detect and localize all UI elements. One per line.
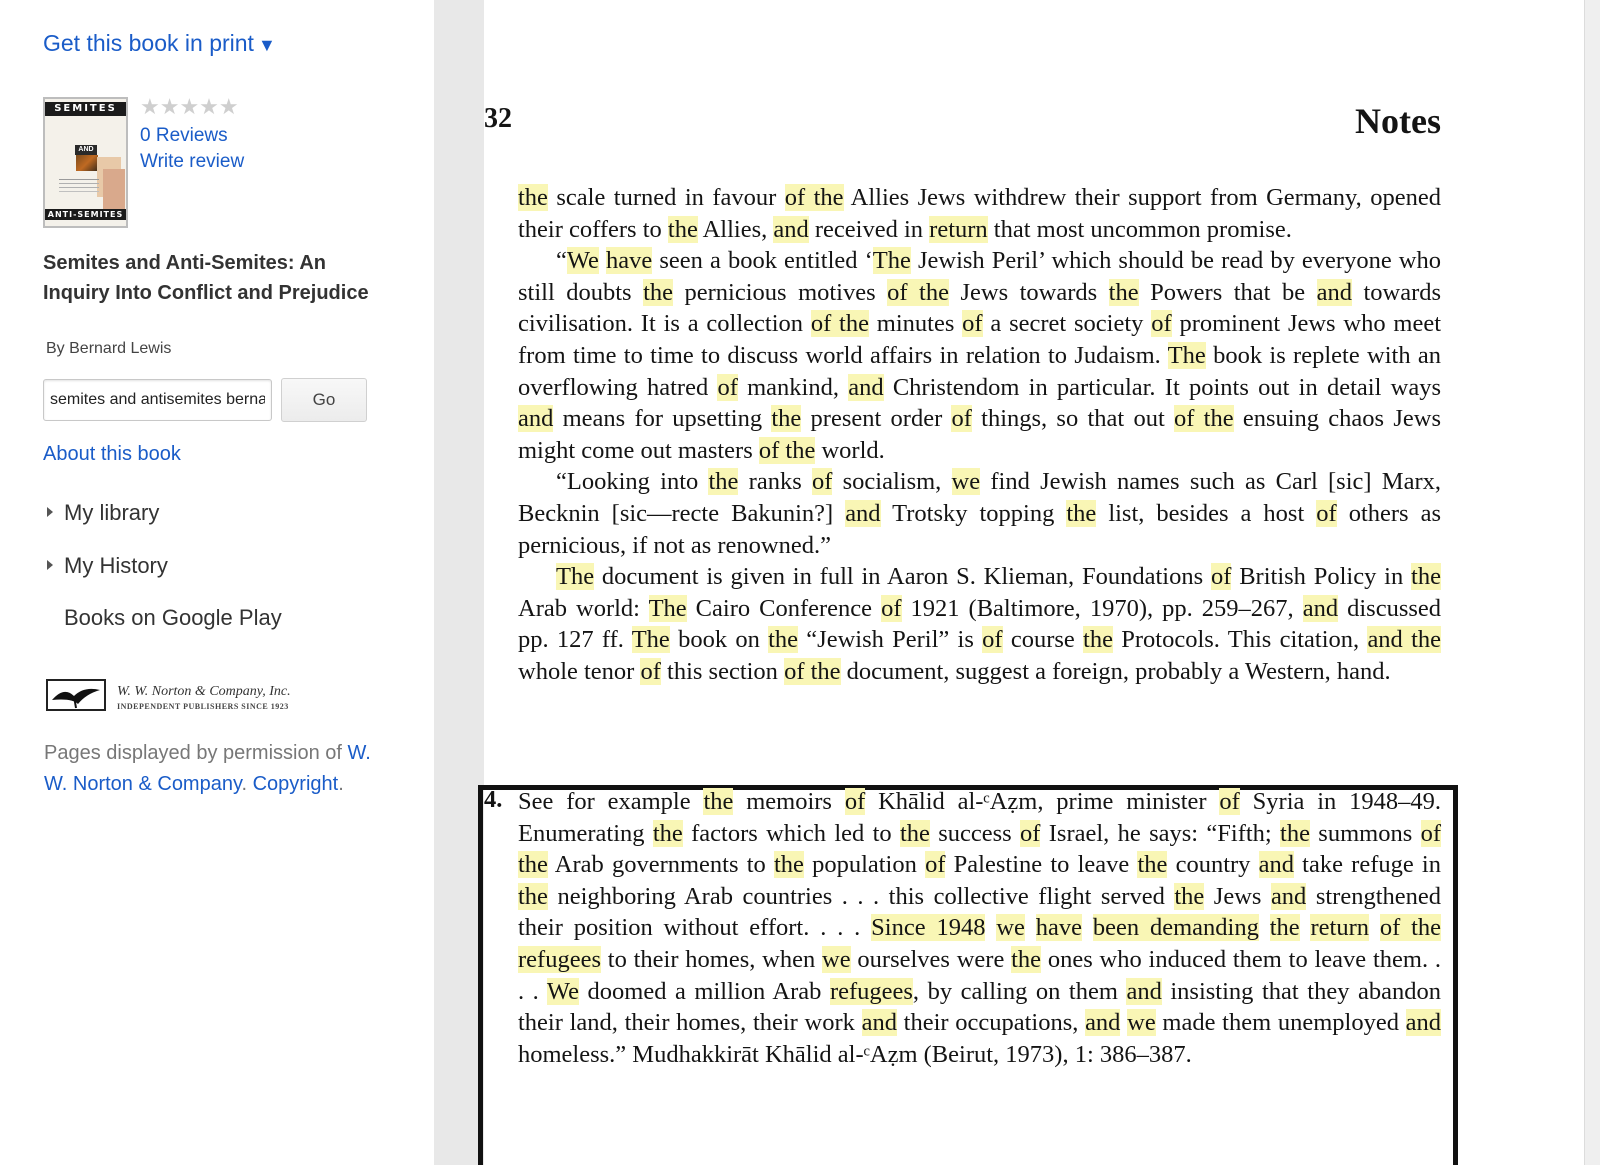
note-paragraph: See for example the memoirs of Khālid al-ᶜAẓm, prime minister of Syria in 1948–49. Enumerating the factors which led to the success of Israel, he says: “Fifth; the summons of the Arab governments to the population of Palestine to leave the country and take refuge in the neighboring Arab countries . . . this collective flight served the Jews and strengthened their position without effort. . . . Since 1948 we have been demanding the return of the refugees to their homes, when we ourselves were the ones who induced them to leave them. . . . We doomed a million Arab refugees, by calling on them and insisting that they abandon their land, their homes, their work and their occupations, and we made them unemployed and homeless.” Mudhakkirāt Khālid al-ᶜAẓm (Beirut, 1973), 1: 386–387.: [518, 788, 1442, 1068]
search-hit-highlight: We: [566, 247, 599, 275]
search-hit-highlight: the: [899, 819, 930, 847]
expand-triangle-icon: [47, 560, 53, 570]
sidebar: [0, 0, 434, 1165]
search-hit-highlight: we: [996, 914, 1025, 942]
search-hit-highlight: The: [1167, 341, 1206, 369]
notes-text-boxed: [518, 786, 1441, 1070]
note-paragraph: “Looking into the ranks of socialism, we find Jewish names such as Carl [sic] Marx, Becknin [sic—recte Bakunin?] and Trotsky topping the list, besides a host of others as pernicious, if not as renowned.”: [518, 468, 1442, 559]
cover-text-lines: [59, 179, 99, 180]
search-hit-highlight: the: [667, 215, 698, 243]
search-hit-highlight: of the: [784, 184, 844, 211]
search-hit-highlight: the: [1269, 914, 1300, 942]
search-hit-highlight: of: [1219, 788, 1240, 815]
book-cover-thumbnail[interactable]: [43, 97, 128, 228]
search-hit-highlight: The: [872, 247, 911, 275]
get-print-label: Get this book in print: [43, 30, 254, 56]
search-hit-highlight: refugees: [829, 977, 913, 1005]
search-hit-highlight: we: [951, 468, 981, 496]
publisher-seagull-logo-icon[interactable]: [46, 678, 106, 718]
note-paragraph: the scale turned in favour of the Allies Jews withdrew their support from Germany, opened their coffers to the Allies, and received in return that most uncommon promise.: [518, 184, 1441, 243]
search-hit-highlight: the: [652, 819, 683, 847]
reviews-link[interactable]: 0 Reviews: [140, 125, 228, 146]
cover-title-top: SEMITES: [45, 102, 126, 116]
search-hit-highlight: been demanding: [1092, 914, 1259, 942]
note-paragraph: The document is given in full in Aaron S. Klieman, Foundations of British Policy in the Arab world: The Cairo Conference of 1921 (Baltimore, 1970), pp. 259–267, and discussed pp. 127 ff. The book on the “Jewish Peril” is of course the Protocols. This citation, and the whole tenor of this section of the document, suggest a foreign, probably a Western, hand.: [518, 563, 1442, 685]
search-hit-highlight: of: [844, 788, 866, 815]
get-book-in-print-link[interactable]: [43, 30, 276, 57]
search-hit-highlight: return: [929, 215, 988, 243]
publisher-name: W. W. Norton & Company, Inc.: [117, 684, 291, 699]
nav-my-library-label: My library: [64, 500, 160, 525]
search-hit-highlight: and: [861, 1009, 897, 1037]
search-hit-highlight: the: [771, 405, 802, 433]
copyright-link[interactable]: Copyright: [252, 773, 339, 795]
search-hit-highlight: the: [1083, 626, 1113, 654]
book-page: [484, 0, 1584, 1165]
search-hit-highlight: The: [648, 594, 687, 622]
search-hit-highlight: of the: [758, 436, 816, 464]
page-heading: Notes: [1355, 101, 1441, 141]
search-hit-highlight: we: [822, 945, 851, 973]
search-hit-highlight: and: [518, 405, 554, 433]
publisher-tagline: INDEPENDENT PUBLISHERS SINCE 1923: [117, 702, 289, 711]
cover-title-bottom: ANTI-SEMITES: [45, 209, 126, 220]
search-hit-highlight: the: [1137, 851, 1168, 879]
search-hit-highlight: of: [1210, 563, 1232, 591]
search-hit-highlight: of the: [518, 819, 1441, 879]
search-hit-highlight: have: [606, 247, 653, 275]
about-this-book-link[interactable]: About this book: [43, 443, 181, 465]
cover-decoration: [103, 169, 125, 209]
note-number: 4.: [484, 786, 503, 813]
permission-suffix: .: [338, 773, 344, 795]
search-hit-highlight: and the: [1367, 626, 1442, 654]
cover-picture: [76, 155, 98, 171]
search-hit-highlight: of the: [784, 657, 841, 685]
search-hit-highlight: The: [556, 563, 595, 591]
note-paragraph: “We have seen a book entitled ‘The Jewish Peril’ which should be read by everyone who still doubts the pernicious motives of the Jews towards the Powers that be and towards civilisation. It is a collection of the minutes of a secret society of prominent Jews who meet from time to time to discuss world affairs in relation to Judaism. The book is replete with an overflowing hatred of mankind, and Christendom in particular. It points out in detail ways and means for upsetting the present order of things, so that out of the ensuing chaos Jews might come out masters of the world.: [518, 247, 1442, 464]
search-in-book-input[interactable]: [43, 379, 272, 421]
search-hit-highlight: have: [1035, 914, 1082, 942]
search-hit-highlight: return: [1310, 914, 1369, 942]
search-hit-highlight: of the: [810, 310, 869, 338]
permission-separator: .: [241, 773, 253, 795]
search-hit-highlight: of: [1020, 819, 1041, 847]
book-title: Semites and Anti-Semites: An Inquiry Into Conflict and Prejudice: [43, 252, 369, 304]
search-hit-highlight: the: [518, 184, 548, 211]
search-hit-highlight: of: [640, 657, 661, 685]
nav-my-history-label: My History: [64, 553, 168, 578]
page-number: 32: [484, 103, 512, 134]
search-hit-highlight: and: [1270, 882, 1307, 910]
search-hit-highlight: the: [773, 851, 804, 879]
search-hit-highlight: of the: [1379, 914, 1442, 942]
permission-prefix: Pages displayed by permission of: [44, 742, 348, 764]
search-hit-highlight: of: [1151, 310, 1172, 338]
go-button[interactable]: Go: [281, 378, 367, 422]
search-hit-highlight: the: [1174, 882, 1205, 910]
search-hit-highlight: and: [848, 373, 884, 401]
publisher-link[interactable]: W. W. Norton & Company: [44, 742, 371, 795]
search-hit-highlight: and: [773, 215, 809, 243]
search-hit-highlight: and: [845, 499, 881, 527]
book-author: By Bernard Lewis: [46, 340, 172, 357]
search-hit-highlight: of: [962, 310, 983, 338]
search-hit-highlight: of the: [887, 278, 949, 306]
search-hit-highlight: of: [717, 373, 738, 401]
nav-my-history[interactable]: [47, 553, 168, 579]
search-hit-highlight: the: [1411, 563, 1441, 591]
viewer-gutter: [434, 0, 484, 1165]
search-hit-highlight: the: [708, 468, 739, 496]
write-review-link[interactable]: Write review: [140, 151, 245, 172]
search-hit-highlight: of: [982, 626, 1003, 654]
dropdown-arrow-icon: ▼: [257, 35, 276, 55]
search-hit-highlight: and: [1316, 278, 1352, 306]
search-hit-highlight: refugees: [518, 945, 601, 973]
search-hit-highlight: of: [925, 851, 946, 879]
search-hit-highlight: the: [643, 278, 674, 306]
search-hit-highlight: and: [1302, 594, 1339, 622]
nav-books-on-google-play[interactable]: Books on Google Play: [64, 605, 282, 630]
notes-text-upper: [518, 182, 1441, 688]
search-hit-highlight: the: [1011, 945, 1042, 973]
search-hit-highlight: of: [881, 594, 902, 622]
cover-title-mid: AND: [75, 145, 97, 155]
rating-stars-icon[interactable]: ★★★★★: [140, 94, 239, 119]
search-hit-highlight: We: [546, 977, 579, 1005]
nav-my-library[interactable]: [47, 500, 159, 526]
search-hit-highlight: The: [631, 626, 670, 654]
expand-triangle-icon: [47, 507, 53, 517]
search-hit-highlight: and: [1126, 977, 1162, 1005]
search-hit-highlight: the: [1280, 819, 1310, 847]
search-hit-highlight: the: [1108, 278, 1139, 306]
search-hit-highlight: of: [1316, 499, 1337, 527]
search-hit-highlight: of: [811, 468, 833, 496]
search-hit-highlight: the: [1066, 499, 1097, 527]
search-hit-highlight: the: [518, 882, 548, 910]
search-hit-highlight: and: [1258, 851, 1294, 879]
permission-notice: [44, 738, 394, 800]
search-hit-highlight: the: [768, 626, 799, 654]
viewer-scrollbar-track[interactable]: [1584, 0, 1600, 1165]
search-hit-highlight: Since 1948: [871, 914, 986, 942]
search-hit-highlight: and: [1405, 1009, 1442, 1037]
search-hit-highlight: of: [951, 405, 972, 433]
search-hit-highlight: and: [1085, 1009, 1121, 1037]
search-hit-highlight: the: [703, 788, 734, 815]
search-hit-highlight: of the: [1174, 405, 1234, 433]
search-hit-highlight: we: [1127, 1009, 1156, 1037]
